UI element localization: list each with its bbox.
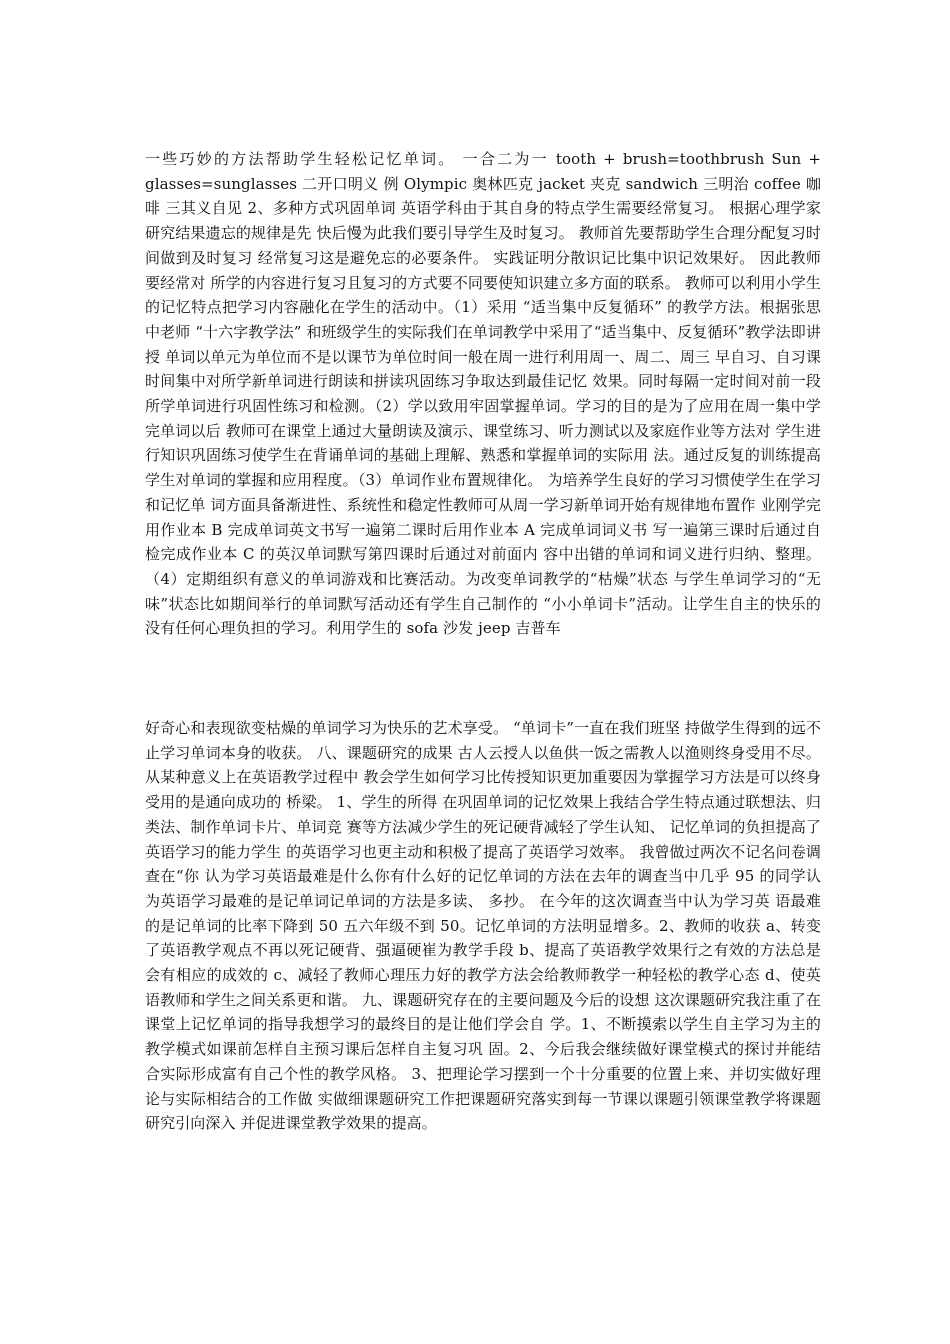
body-paragraph: 一些巧妙的方法帮助学生轻松记忆单词。 一合二为一 tooth + brush=toothbrush Sun + glasses=sunglasses 二开口明义 例 Olympic 奥林匹克 jacket 夹克 sandwich 三明治 coffee 咖啡 三其义自见 2、多种方式巩固单词 英语学科由于其自身的特点学生需要经常复习。 根据心理学家研究结果遗忘的规律是先 快后慢为此我们要引导学生及时复习。 教师首先要帮助学生合理分配复习时间做到及时复习 经常复习这是避免忘的必要条件。 实践证明分散识记比集中识记效果好。 因此教师要经常对 所学的内容进行复习且复习的方式要不同要使知识建立多方面的联系。 教师可以利用小学生 的记忆特点把学习内容融化在学生的活动中。（1）采用 “适当集中反复循环” 的教学方法。根据张思中老师 “十六字教学法” 和班级学生的实际我们在单词教学中采用了“适当集中、反复循环”教学法即讲授 单词以单元为单位而不是以课节为单位时间一般在周一进行利用周一、周二、周三 早自习、自习课时间集中对所学新单词进行朗读和拼读巩固练习争取达到最佳记忆 效果。同时每隔一定时间对前一段所学单词进行巩固性练习和检测。（2）学以致用牢固掌握单词。学习的目的是为了应用在周一集中学完单词以后 教师可在课堂上通过大量朗读及演示、课堂练习、听力测试以及家庭作业等方法对 学生进行知识巩固练习使学生在背诵单词的基础上理解、熟悉和掌握单词的实际用 法。通过反复的训练提高学生对单词的掌握和应用程度。（3）单词作业布置规律化。 为培养学生良好的学习习惯使学生在学习和记忆单 词方面具备渐进性、系统性和稳定性教师可从周一学习新单词开始有规律地布置作 业刚学完用作业本 B 完成单词英文书写一遍第二课时后用作业本 A 完成单词词义书 写一遍第三课时后通过自检完成作业本 C 的英汉单词默写第四课时后通过对前面内 容中出错的单词和词义进行归纳、整理。（4）定期组织有意义的单词游戏和比赛活动。为改变单词教学的“枯燥”状态 与学生单词学习的“无味”状态比如期间举行的单词默写活动还有学生自己制作的 “小小单词卡”活动。让学生自主的快乐的没有任何心理负担的学习。利用学生的 sofa 沙发 jeep 吉普车 (145, 150, 821, 638)
body-paragraph: 好奇心和表现欲变枯燥的单词学习为快乐的艺术享受。 “单词卡”一直在我们班坚 持做学生得到的远不止学习单词本身的收获。 八、课题研究的成果 古人云授人以鱼供一饭之需教人以渔则终身受用不尽。 从某种意义上在英语教学过程中 教会学生如何学习比传授知识更加重要因为掌握学习方法是可以终身受用的是通向成功的 桥梁。 1、学生的所得 在巩固单词的记忆效果上我结合学生特点通过联想法、归类法、制作单词卡片、单词竞 赛等方法减少学生的死记硬背减轻了学生认知、 记忆单词的负担提高了英语学习的能力学生 的英语学习也更主动和积极了提高了英语学习效率。 我曾做过两次不记名问卷调查在“你 认为学习英语最难是什么你有什么好的记忆单词的方法在去年的调查当中几乎 95 的同学认 为英语学习最难的是记单词记单词的方法是多读、 多抄。 在今年的这次调查当中认为学习英 语最难的是记单词的比率下降到 50 五六年级不到 50。记忆单词的方法明显增多。2、教师的收获 a、转变了英语教学观点不再以死记硬背、强逼硬崔为教学手段 b、提高了英语教学效果行之有效的方法总是会有相应的成效的 c、减轻了教师心理压力好的教学方法会给教师教学一种轻松的教学心态 d、使英语教师和学生之间关系更和谐。 九、课题研究存在的主要问题及今后的设想 这次课题研究我注重了在课堂上记忆单词的指导我想学习的最终目的是让他们学会自 学。1、不断摸索以学生自主学习为主的教学模式如课前怎样自主预习课后怎样自主复习巩 固。2、今后我会继续做好课堂模式的探讨并能结合实际形成富有自己个性的教学风格。 3、把理论学习摆到一个十分重要的位置上来、并切实做好理论与实际相结合的工作做 实做细课题研究工作把课题研究落实到每一节课以课题引领课堂教学将课题研究引向深入 并促进课堂教学效果的提高。 (145, 719, 821, 1133)
